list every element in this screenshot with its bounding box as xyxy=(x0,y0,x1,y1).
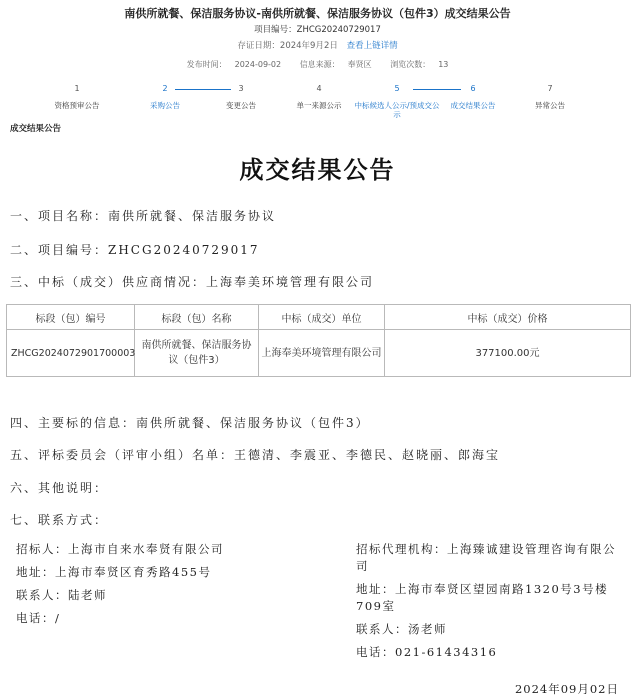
source-label: 信息来源： xyxy=(299,60,340,69)
view-chain-details-link[interactable]: 查看上链详情 xyxy=(346,41,398,51)
step-number: 1 xyxy=(74,84,80,93)
project-name-line: 一、项目名称：南供所就餐、保洁服务协议 xyxy=(10,209,277,223)
result-table xyxy=(6,304,631,377)
step-number: 2 xyxy=(162,84,168,93)
step-number: 7 xyxy=(547,84,553,93)
table-header-row xyxy=(7,305,631,330)
section-tag: 成交结果公告 xyxy=(10,124,62,134)
buyer-address: 地址：上海市奉贤区育秀路455号 xyxy=(16,565,212,579)
agent-phone: 电话：021-61434316 xyxy=(356,645,498,659)
table-row xyxy=(7,330,631,377)
column-header: 标段（包）编号 xyxy=(7,305,135,330)
registration-date-value: 2024年9月2日 xyxy=(279,41,338,51)
step-label: 中标候选人公示/预成交公示 xyxy=(354,101,440,119)
agent-contact-person: 联系人：汤老师 xyxy=(356,622,447,636)
project-number-value: ZHCG20240729017 xyxy=(296,25,381,35)
step-label: 单一来源公示 xyxy=(296,101,342,110)
step-label: 成交结果公告 xyxy=(450,101,496,110)
supplier-line: 三、中标（成交）供应商情况：上海奉美环境管理有限公司 xyxy=(10,275,375,289)
main-subject-line: 四、主要标的信息：南供所就餐、保洁服务协议（包件3） xyxy=(10,416,370,430)
process-steps xyxy=(0,84,635,124)
buyer-name: 招标人：上海市自来水奉贤有限公司 xyxy=(16,542,224,556)
other-notes-line: 六、其他说明： xyxy=(10,481,109,495)
step-number: 5 xyxy=(394,84,400,93)
step-number: 4 xyxy=(316,84,322,93)
committee-line: 五、评标委员会（评审小组）名单：王德清、李震亚、李德民、赵晓丽、郎海宝 xyxy=(10,448,501,462)
step-single-source[interactable] xyxy=(274,84,364,110)
lot-name-cell: 南供所就餐、保洁服务协议（包件3） xyxy=(135,330,259,377)
step-number: 3 xyxy=(238,84,244,93)
buyer-phone: 电话：/ xyxy=(16,611,61,625)
step-label: 资格预审公告 xyxy=(54,101,100,110)
contact-heading: 七、联系方式： xyxy=(10,513,109,527)
buyer-contact-person: 联系人：陆老师 xyxy=(16,588,107,602)
step-change[interactable] xyxy=(196,84,286,110)
step-label: 异常公告 xyxy=(535,101,565,110)
step-label: 变更公告 xyxy=(226,101,256,110)
winning-unit-cell: 上海奉美环境管理有限公司 xyxy=(259,330,385,377)
views-label: 浏览次数： xyxy=(390,60,431,69)
notice-header-title: 南供所就餐、保洁服务协议-南供所就餐、保洁服务协议（包件3）成交结果公告 xyxy=(124,7,511,20)
step-number: 6 xyxy=(470,84,476,93)
publish-time-value: 2024-09-02 xyxy=(234,60,282,69)
column-header: 中标（成交）单位 xyxy=(259,305,385,330)
registration-date-line xyxy=(0,39,635,51)
project-number-text: 二、项目编号：ZHCG20240729017 xyxy=(10,243,260,257)
column-header: 标段（包）名称 xyxy=(135,305,259,330)
views-value: 13 xyxy=(438,60,449,69)
project-number-line xyxy=(0,23,635,35)
publish-info-line xyxy=(0,59,635,70)
project-number-label: 项目编号： xyxy=(254,25,297,35)
step-prequalification[interactable] xyxy=(32,84,122,110)
agent-contact-block xyxy=(356,541,628,661)
buyer-contact-block xyxy=(16,541,316,627)
step-exception[interactable] xyxy=(505,84,595,110)
lot-code-cell: ZHCG2024072901700003 xyxy=(7,330,135,377)
notice-date: 2024年09月02日 xyxy=(514,682,619,696)
registration-date-label: 存证日期： xyxy=(237,41,280,51)
step-label: 采购公告 xyxy=(150,101,180,110)
column-header: 中标（成交）价格 xyxy=(385,305,631,330)
winning-price-cell: 377100.00元 xyxy=(385,330,631,377)
publish-time-label: 发布时间： xyxy=(186,60,227,69)
agent-address: 地址：上海市奉贤区望园南路1320号3号楼709室 xyxy=(356,582,609,613)
page-title: 成交结果公告 xyxy=(239,156,396,184)
agent-name: 招标代理机构：上海臻诚建设管理咨询有限公司 xyxy=(356,542,616,573)
source-value: 奉贤区 xyxy=(347,60,372,69)
